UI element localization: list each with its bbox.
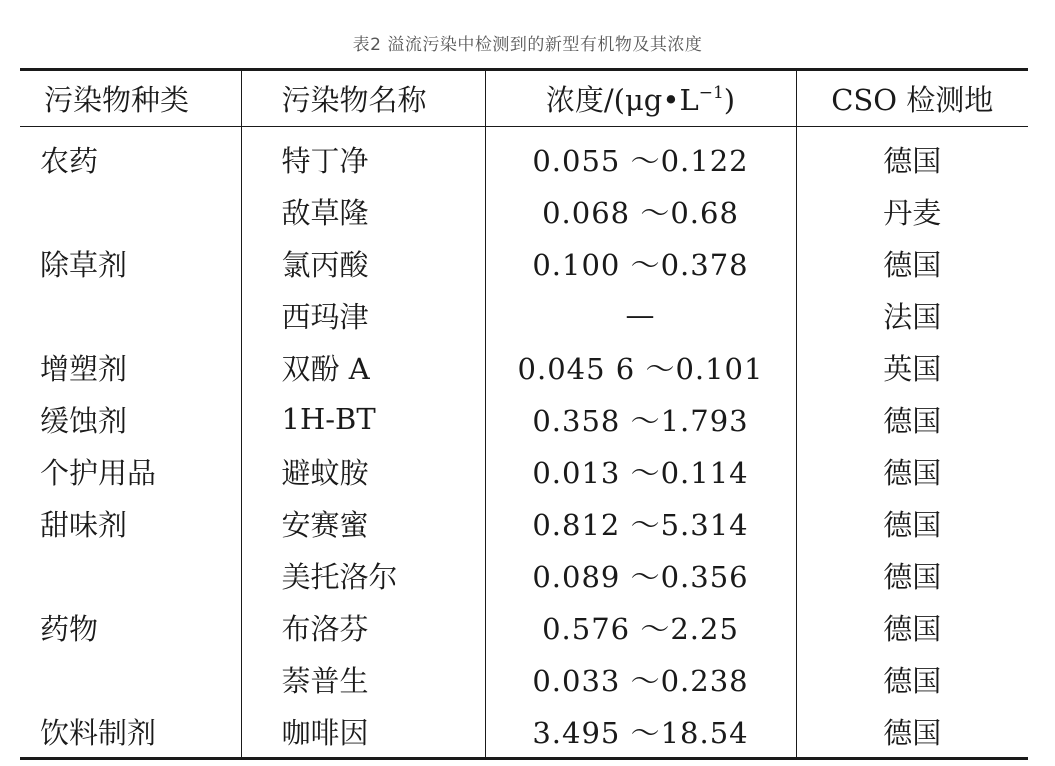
header-concentration-base: 浓度/(μg•L	[545, 83, 699, 117]
table-row	[20, 705, 1028, 759]
cell-name: 安赛蜜	[241, 497, 485, 549]
header-concentration-close: )	[723, 83, 736, 117]
header-site: CSO 检测地	[796, 70, 1028, 127]
cell-category: 除草剂	[40, 247, 128, 282]
cell-category: 药物	[40, 611, 99, 646]
header-concentration	[485, 70, 796, 127]
table-row	[20, 127, 1028, 186]
cell-site: 德国	[796, 601, 1028, 653]
pollutant-table	[20, 68, 1028, 760]
cell-concentration: 3.495 ～18.54	[485, 705, 796, 759]
cell-site: 德国	[796, 393, 1028, 445]
cell-concentration: 0.089 ～0.356	[485, 549, 796, 601]
cell-name: 布洛芬	[241, 601, 485, 653]
cell-name: 双酚 A	[241, 341, 485, 393]
cell-category: 个护用品	[40, 455, 157, 490]
header-category: 污染物种类	[20, 70, 241, 127]
cell-name: 氯丙酸	[241, 237, 485, 289]
header-row	[20, 70, 1028, 127]
table-row	[20, 237, 1028, 289]
cell-name: 避蚊胺	[241, 445, 485, 497]
cell-category: 农药	[40, 143, 99, 178]
cell-site: 德国	[796, 237, 1028, 289]
table-row	[20, 185, 1028, 237]
cell-category: 饮料制剂	[40, 715, 157, 750]
table-container	[20, 68, 1028, 760]
table-caption: 表2 溢流污染中检测到的新型有机物及其浓度	[352, 35, 703, 55]
cell-category	[20, 185, 241, 237]
cell-name: 敌草隆	[241, 185, 485, 237]
cell-category	[20, 653, 241, 705]
cell-name: 咖啡因	[241, 705, 485, 759]
cell-concentration: 0.358 ～1.793	[485, 393, 796, 445]
cell-name: 美托洛尔	[241, 549, 485, 601]
cell-concentration: 0.045 6 ～0.101	[485, 341, 796, 393]
cell-concentration: 0.055 ～0.122	[485, 127, 796, 186]
table-row	[20, 341, 1028, 393]
table-row	[20, 393, 1028, 445]
table-body	[20, 127, 1028, 759]
table-row	[20, 445, 1028, 497]
cell-category: 缓蚀剂	[40, 403, 128, 438]
cell-concentration: —	[485, 289, 796, 341]
header-name: 污染物名称	[241, 70, 485, 127]
cell-site: 德国	[796, 653, 1028, 705]
cell-site: 丹麦	[796, 185, 1028, 237]
cell-concentration: 0.033 ～0.238	[485, 653, 796, 705]
cell-category	[20, 549, 241, 601]
table-row	[20, 601, 1028, 653]
cell-name: 1H-BT	[241, 393, 485, 445]
table-row	[20, 289, 1028, 341]
table-row	[20, 497, 1028, 549]
cell-concentration: 0.576 ～2.25	[485, 601, 796, 653]
cell-site: 德国	[796, 497, 1028, 549]
cell-site: 英国	[796, 341, 1028, 393]
cell-site: 法国	[796, 289, 1028, 341]
header-concentration-exponent: −1	[698, 83, 724, 103]
cell-category: 增塑剂	[40, 351, 128, 386]
cell-concentration: 0.013 ～0.114	[485, 445, 796, 497]
cell-site: 德国	[796, 445, 1028, 497]
table-row	[20, 653, 1028, 705]
cell-category	[20, 289, 241, 341]
cell-name: 萘普生	[241, 653, 485, 705]
cell-concentration: 0.068 ～0.68	[485, 185, 796, 237]
cell-site: 德国	[796, 705, 1028, 759]
cell-concentration: 0.100 ～0.378	[485, 237, 796, 289]
cell-site: 德国	[796, 127, 1028, 186]
cell-name: 西玛津	[241, 289, 485, 341]
cell-category: 甜味剂	[40, 507, 128, 542]
cell-site: 德国	[796, 549, 1028, 601]
table-row	[20, 549, 1028, 601]
cell-name: 特丁净	[241, 127, 485, 186]
cell-concentration: 0.812 ～5.314	[485, 497, 796, 549]
